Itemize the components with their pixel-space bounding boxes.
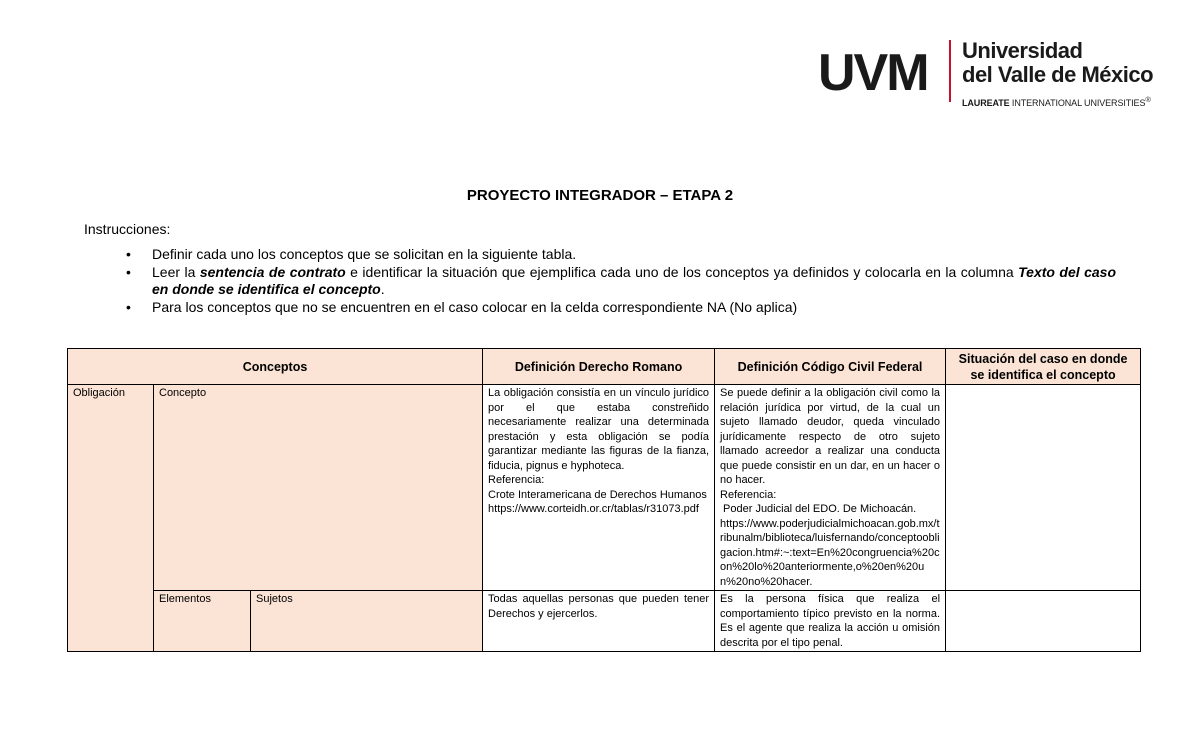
bullet-icon: •: [126, 299, 131, 315]
instruction-item-2: [120, 264, 1116, 298]
logo-mark: UVM: [818, 44, 928, 102]
instruction-item-2-text: Leer la: [152, 264, 200, 280]
logo-tagline-bold: LAUREATE: [962, 98, 1010, 108]
instruction-item-2-text-end: .: [380, 281, 385, 297]
table-row: [68, 591, 1141, 652]
civil-definition-text: Se puede definir a la obligación civil como la relación jurídica por virtud, de la cual un sujeto llamado deudor, queda vinculado jurídicamente respecto de otro sujeto llamado acreedor a realizar una conducta que puede consistir en un dar, en un hacer o no hacer.: [720, 387, 941, 486]
instruction-item-3-text: Para los conceptos que no se encuentren en el caso colocar en la celda correspondiente NA (No aplica): [152, 299, 798, 315]
instructions-list: [120, 246, 1116, 316]
cell-romano-sujetos: Todas aquellas personas que pueden tener Derechos y ejercerlos.: [483, 591, 715, 652]
logo-registered-mark: ®: [1145, 95, 1151, 104]
logo-university-name-line2: del Valle de México: [962, 62, 1154, 87]
instruction-item-1-text: Definir cada uno los conceptos que se solicitan en la siguiente tabla.: [152, 246, 577, 262]
romano-reference-label: Referencia:: [488, 474, 545, 486]
page-title: PROYECTO INTEGRADOR – ETAPA 2: [466, 187, 734, 204]
instruction-emphasis-contract: sentencia de contrato: [199, 264, 346, 280]
cell-civil-obligacion: [715, 385, 946, 591]
cell-civil-sujetos: Es la persona física que realiza el comportamiento típico previsto en la norma. Es el agente que realiza la acción u omisión descrita por el tipo penal.: [715, 591, 946, 652]
concept-label-sujetos: Sujetos: [251, 591, 483, 652]
instruction-item-2-text-cont: e identificar la situación que ejemplifica cada uno de los conceptos ya definidos y colocarla en la columna: [345, 264, 1019, 280]
header-definicion-civil: Definición Código Civil Federal: [715, 349, 946, 385]
civil-reference-url: https://www.poderjudicialmichoacan.gob.mx/tribunalm/biblioteca/luisfernando/conceptoobligacion.htm#:~:text=En%20congruencia%20con%20lo%20anteriormente,o%20en%20un%20no%20hacer.: [720, 517, 940, 588]
logo-tagline-rest: INTERNATIONAL UNIVERSITIES: [1009, 98, 1146, 108]
uvm-logo: [818, 38, 1154, 108]
table-row: [68, 385, 1141, 591]
instructions-label: Instrucciones:: [84, 221, 171, 237]
romano-reference-url: https://www.corteidh.or.cr/tablas/r31073.pdf: [488, 503, 699, 515]
row-group-obligacion: Obligación: [68, 385, 154, 652]
concept-label-concepto: Concepto: [154, 385, 483, 591]
instruction-item-3: [120, 299, 1116, 316]
civil-reference-label: Referencia:: [720, 488, 777, 501]
logo-divider: [949, 40, 951, 102]
row-group-elementos: Elementos: [154, 591, 251, 652]
romano-reference-source: Crote Interamericana de Derechos Humanos: [488, 488, 707, 501]
civil-reference-source: Poder Judicial del EDO. De Michoacán.: [723, 503, 917, 515]
header-definicion-romano: Definición Derecho Romano: [483, 349, 715, 385]
logo-tagline: [962, 95, 1151, 108]
bullet-icon: •: [126, 246, 131, 262]
concepts-table: [67, 348, 1141, 652]
cell-romano-obligacion: [483, 385, 715, 591]
instruction-item-1: [120, 246, 1116, 263]
romano-definition-text: La obligación consistía en un vínculo jurídico por el que estaba constreñido necesariamente realizar una determinada prestación y esta obligación se podía garantizar mediante las figuras de la fianza, fiducia, pignus e hyphoteca.: [488, 387, 710, 472]
header-situacion: Situación del caso en donde se identifica el concepto: [946, 349, 1141, 385]
bullet-icon: •: [126, 264, 131, 280]
cell-situacion-sujetos[interactable]: [946, 591, 1141, 652]
table-header-row: [68, 349, 1141, 385]
cell-situacion-obligacion[interactable]: [946, 385, 1141, 591]
logo-university-name-line1: Universidad: [962, 38, 1083, 63]
header-conceptos: Conceptos: [68, 349, 483, 385]
instruction-emphasis-column: Texto del caso en donde se identifica el concepto: [152, 264, 1117, 297]
